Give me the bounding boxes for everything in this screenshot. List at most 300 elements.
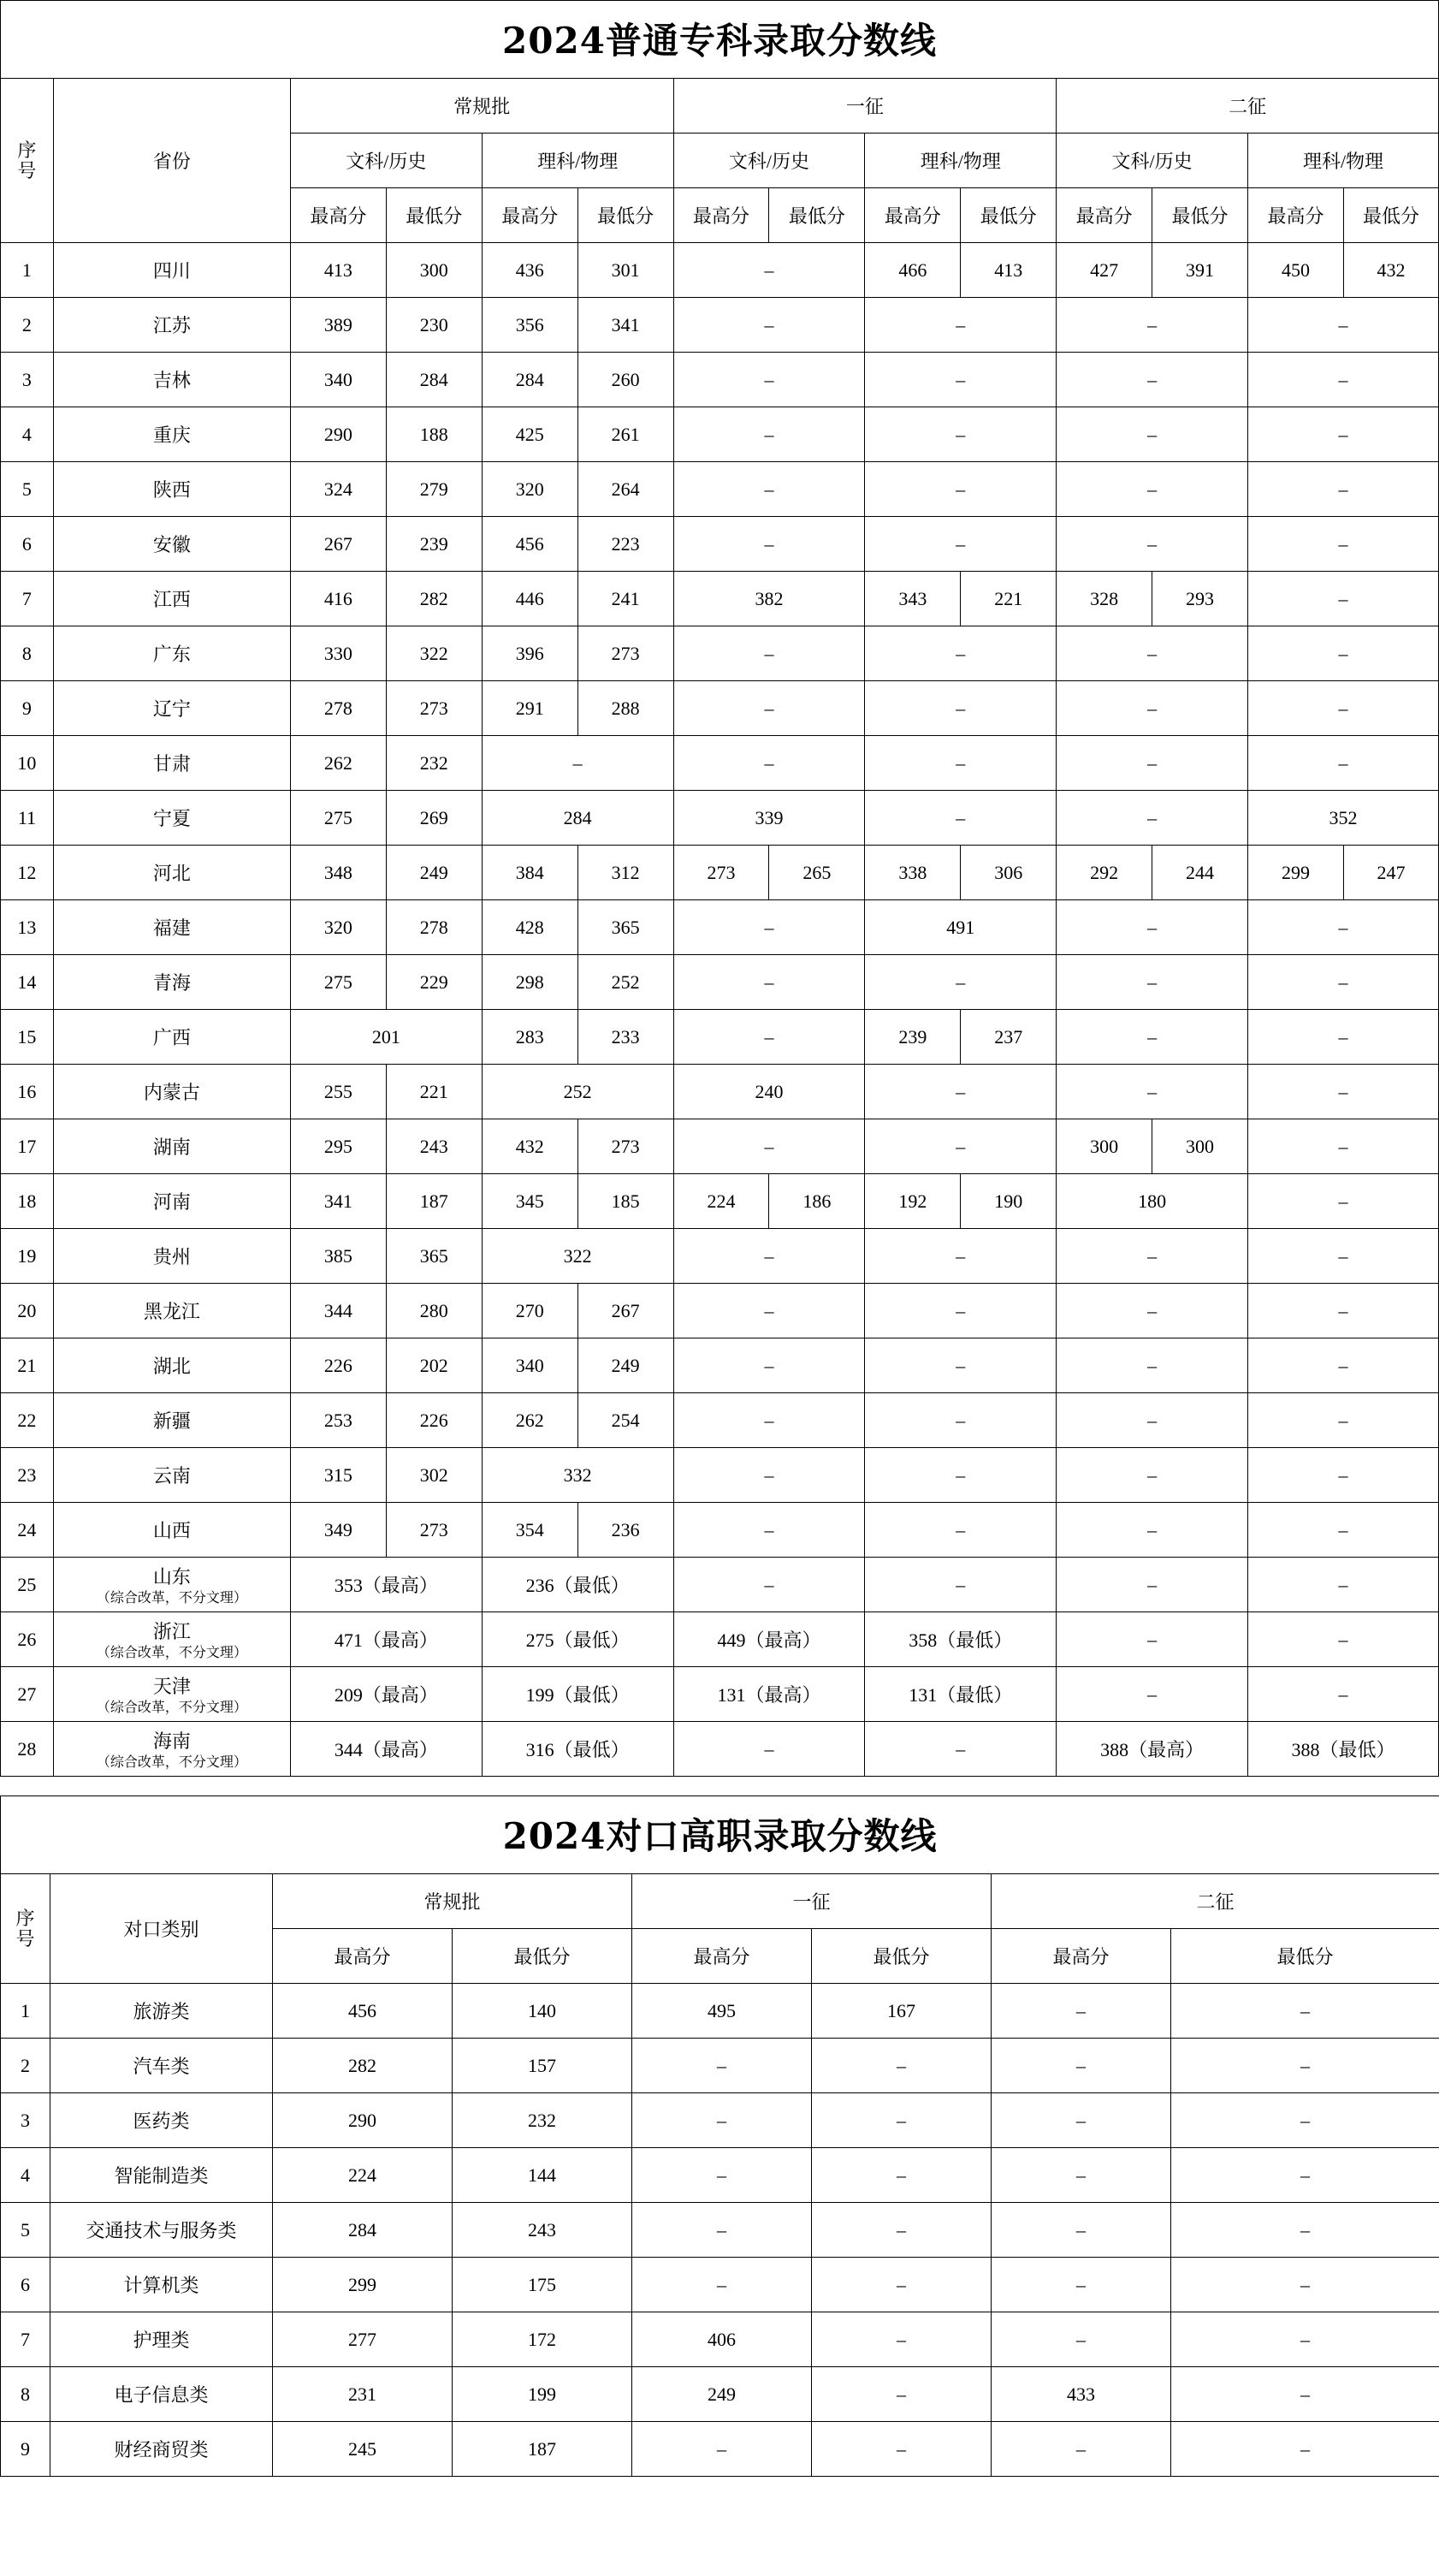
score-cell: – [1248, 736, 1439, 791]
score-cell: 131（最低） [865, 1667, 1057, 1722]
score-cell: 226 [386, 1393, 482, 1448]
page-title-1: 2024普通专科录取分数线 [502, 20, 937, 62]
score-cell: 288 [577, 681, 673, 736]
score-cell: 388（最低） [1248, 1722, 1439, 1777]
province-name: 辽宁 [53, 681, 290, 736]
score-cell: 275 [290, 791, 386, 846]
category-name: 护理类 [50, 2312, 273, 2367]
score-cell: – [865, 955, 1057, 1010]
score-cell: – [865, 1393, 1057, 1448]
score-cell: – [1057, 900, 1248, 955]
score-cell: 316（最低） [482, 1722, 673, 1777]
score-cell: – [1248, 572, 1439, 626]
score-cell: – [1248, 955, 1439, 1010]
score-cell: 344 [290, 1284, 386, 1338]
header-province: 省份 [53, 79, 290, 243]
score-cell: 338 [865, 846, 961, 900]
score-cell: – [1248, 353, 1439, 407]
score-cell: – [1057, 1612, 1248, 1667]
score-cell: – [1248, 900, 1439, 955]
score-cell: 270 [482, 1284, 577, 1338]
score-cell: – [865, 1284, 1057, 1338]
table-row [1, 1338, 1439, 1393]
header-subject-liberal-2: 文科/历史 [673, 134, 865, 188]
score-cell: – [812, 2422, 992, 2477]
table-row [1, 2148, 1439, 2203]
score-cell: 322 [386, 626, 482, 681]
category-name: 计算机类 [50, 2258, 273, 2312]
score-cell: – [673, 243, 865, 298]
score-cell: 255 [290, 1065, 386, 1119]
score-cell: – [1248, 1065, 1439, 1119]
score-cell: – [673, 1338, 865, 1393]
score-cell: 391 [1152, 243, 1248, 298]
row-index: 4 [1, 407, 54, 462]
province-name: 江西 [53, 572, 290, 626]
row-index: 22 [1, 1393, 54, 1448]
score-cell: 324 [290, 462, 386, 517]
score-cell: – [1171, 2312, 1439, 2367]
score-cell: 261 [577, 407, 673, 462]
score-cell: – [1057, 626, 1248, 681]
score-cell: 175 [453, 2258, 632, 2312]
score-cell: – [1057, 791, 1248, 846]
score-cell: 278 [290, 681, 386, 736]
score-cell: – [1248, 517, 1439, 572]
score-cell: 277 [273, 2312, 453, 2367]
table-row [1, 626, 1439, 681]
score-cell: 254 [577, 1393, 673, 1448]
score-cell: 427 [1057, 243, 1152, 298]
score-cell: 275 [290, 955, 386, 1010]
province-name: 青海 [53, 955, 290, 1010]
score-cell: – [632, 2039, 812, 2093]
score-cell: – [1057, 1338, 1248, 1393]
category-name: 电子信息类 [50, 2367, 273, 2422]
score-cell: – [1248, 1503, 1439, 1558]
score-cell: 343 [865, 572, 961, 626]
table-row [1, 353, 1439, 407]
score-cell: 312 [577, 846, 673, 900]
province-name: 吉林 [53, 353, 290, 407]
row-index: 6 [1, 2258, 50, 2312]
score-cell: – [1171, 2422, 1439, 2477]
score-cell: 275（最低） [482, 1612, 673, 1667]
table-row [1, 1667, 1439, 1722]
score-cell: 349 [290, 1503, 386, 1558]
score-cell: 240 [673, 1065, 865, 1119]
score-cell: 229 [386, 955, 482, 1010]
header-batch-first: 一征 [673, 79, 1057, 134]
province-name: 福建 [53, 900, 290, 955]
score-cell: 249 [386, 846, 482, 900]
row-index: 23 [1, 1448, 54, 1503]
score-cell: 344（最高） [290, 1722, 482, 1777]
table-row [1, 955, 1439, 1010]
score-cell: 202 [386, 1338, 482, 1393]
table-row [1, 462, 1439, 517]
score-cell: – [632, 2203, 812, 2258]
score-cell: – [1248, 1612, 1439, 1667]
score-cell: 262 [290, 736, 386, 791]
category-name: 交通技术与服务类 [50, 2203, 273, 2258]
score-cell: – [1248, 298, 1439, 353]
score-cell: 291 [482, 681, 577, 736]
score-cell: 230 [386, 298, 482, 353]
score-cell: 264 [577, 462, 673, 517]
score-cell: 236 [577, 1503, 673, 1558]
score-cell: 232 [453, 2093, 632, 2148]
score-cell: – [673, 517, 865, 572]
table-row [1, 1229, 1439, 1284]
header-max-6: 最高分 [1248, 188, 1344, 243]
row-index: 2 [1, 298, 54, 353]
row-index: 9 [1, 2422, 50, 2477]
score-cell: 348 [290, 846, 386, 900]
header2-batch-first: 一征 [632, 1874, 992, 1929]
header2-min-1: 最低分 [453, 1929, 632, 1984]
score-cell: – [1248, 1667, 1439, 1722]
table-row [1, 298, 1439, 353]
score-cell: 199 [453, 2367, 632, 2422]
table-row [1, 1284, 1439, 1338]
province-note: （综合改革，不分文理） [96, 1645, 247, 1660]
score-cell: 231 [273, 2367, 453, 2422]
score-cell: 260 [577, 353, 673, 407]
score-cell: – [812, 2367, 992, 2422]
score-cell: 233 [577, 1010, 673, 1065]
table-row [1, 2203, 1439, 2258]
score-cell: 456 [273, 1984, 453, 2039]
header2-min-2: 最低分 [812, 1929, 992, 1984]
score-cell: 269 [386, 791, 482, 846]
score-cell: 273 [386, 1503, 482, 1558]
score-cell: – [673, 353, 865, 407]
score-cell: 284 [482, 353, 577, 407]
score-cell: 354 [482, 1503, 577, 1558]
score-cell: 358（最低） [865, 1612, 1057, 1667]
header2-min-3: 最低分 [1171, 1929, 1439, 1984]
table-row [1, 681, 1439, 736]
table-row [1, 572, 1439, 626]
score-cell: – [1248, 407, 1439, 462]
header2-max-1: 最高分 [273, 1929, 453, 1984]
score-cell: 224 [673, 1174, 769, 1229]
score-cell: 341 [290, 1174, 386, 1229]
row-index: 7 [1, 572, 54, 626]
table-row [1, 791, 1439, 846]
table-row [1, 243, 1439, 298]
score-cell: – [673, 1010, 865, 1065]
category-name: 汽车类 [50, 2039, 273, 2093]
score-cell: 282 [386, 572, 482, 626]
header-index: 序 号 [1, 79, 54, 243]
score-cell: – [1171, 2203, 1439, 2258]
score-cell: 466 [865, 243, 961, 298]
table1-title-row [1, 1, 1439, 79]
row-index: 4 [1, 2148, 50, 2203]
score-cell: – [1057, 1010, 1248, 1065]
score-cell: – [673, 626, 865, 681]
score-cell: – [992, 2422, 1171, 2477]
score-cell: – [1057, 1667, 1248, 1722]
score-cell: 389 [290, 298, 386, 353]
score-cell: 185 [577, 1174, 673, 1229]
header-batch-regular: 常规批 [290, 79, 673, 134]
table-row [1, 1119, 1439, 1174]
score-cell: 209（最高） [290, 1667, 482, 1722]
score-cell: 413 [290, 243, 386, 298]
province-name: 海南 （综合改革，不分文理） [53, 1722, 290, 1777]
province-name: 贵州 [53, 1229, 290, 1284]
score-cell: 306 [961, 846, 1057, 900]
score-cell: 192 [865, 1174, 961, 1229]
score-cell: 267 [577, 1284, 673, 1338]
province-name: 安徽 [53, 517, 290, 572]
row-index: 18 [1, 1174, 54, 1229]
score-cell: – [673, 1503, 865, 1558]
score-cell: – [673, 462, 865, 517]
score-cell: – [1057, 736, 1248, 791]
score-cell: 186 [769, 1174, 865, 1229]
score-cell: – [812, 2258, 992, 2312]
score-cell: – [1057, 1448, 1248, 1503]
score-cell: – [1171, 2148, 1439, 2203]
header-subject-science-1: 理科/物理 [482, 134, 673, 188]
score-cell: 432 [482, 1119, 577, 1174]
score-cell: 243 [453, 2203, 632, 2258]
province-name: 湖南 [53, 1119, 290, 1174]
score-cell: 273 [673, 846, 769, 900]
score-cell: 223 [577, 517, 673, 572]
score-cell: – [865, 1229, 1057, 1284]
row-index: 17 [1, 1119, 54, 1174]
score-cell: – [992, 1984, 1171, 2039]
score-cell: 273 [577, 1119, 673, 1174]
score-cell: – [992, 2203, 1171, 2258]
score-cell: – [632, 2422, 812, 2477]
province-name: 陕西 [53, 462, 290, 517]
score-cell: 247 [1343, 846, 1438, 900]
score-cell: – [1057, 1229, 1248, 1284]
row-index: 5 [1, 462, 54, 517]
score-cell: – [865, 353, 1057, 407]
header-category: 对口类别 [50, 1874, 273, 1984]
score-cell: 292 [1057, 846, 1152, 900]
score-cell: 157 [453, 2039, 632, 2093]
score-cell: – [1248, 462, 1439, 517]
score-cell: 144 [453, 2148, 632, 2203]
score-cell: 244 [1152, 846, 1248, 900]
row-index: 24 [1, 1503, 54, 1558]
table2-title-cell [1, 1796, 1439, 1874]
score-cell: – [1057, 353, 1248, 407]
score-cell: – [1248, 1448, 1439, 1503]
header-subject-science-2: 理科/物理 [865, 134, 1057, 188]
score-cell: 201 [290, 1010, 482, 1065]
table-row [1, 2258, 1439, 2312]
score-cell: – [865, 681, 1057, 736]
row-index: 8 [1, 626, 54, 681]
score-cell: – [1248, 1174, 1439, 1229]
score-cell: 232 [386, 736, 482, 791]
table-row [1, 2093, 1439, 2148]
score-cell: 172 [453, 2312, 632, 2367]
province-name: 宁夏 [53, 791, 290, 846]
score-cell: – [865, 1503, 1057, 1558]
score-cell: 352 [1248, 791, 1439, 846]
score-cell: – [865, 1558, 1057, 1612]
score-cell: – [1248, 1010, 1439, 1065]
score-cell: – [1057, 1393, 1248, 1448]
table-row [1, 407, 1439, 462]
score-cell: 330 [290, 626, 386, 681]
score-cell: – [992, 2258, 1171, 2312]
table-row [1, 2422, 1439, 2477]
row-index: 13 [1, 900, 54, 955]
score-cell: 239 [386, 517, 482, 572]
table-row [1, 736, 1439, 791]
row-index: 10 [1, 736, 54, 791]
score-cell: – [1057, 407, 1248, 462]
score-cell: 353（最高） [290, 1558, 482, 1612]
table-row [1, 1174, 1439, 1229]
row-index: 1 [1, 1984, 50, 2039]
row-index: 1 [1, 243, 54, 298]
province-name: 重庆 [53, 407, 290, 462]
score-cell: – [673, 955, 865, 1010]
row-index: 3 [1, 353, 54, 407]
score-cell: – [673, 1229, 865, 1284]
row-index: 11 [1, 791, 54, 846]
score-cell: 425 [482, 407, 577, 462]
province-name: 新疆 [53, 1393, 290, 1448]
score-cell: – [865, 1448, 1057, 1503]
score-cell: 236（最低） [482, 1558, 673, 1612]
score-cell: 450 [1248, 243, 1344, 298]
score-cell: 332 [482, 1448, 673, 1503]
score-cell: – [865, 1119, 1057, 1174]
score-cell: – [812, 2093, 992, 2148]
score-cell: 293 [1152, 572, 1248, 626]
score-cell: 284 [386, 353, 482, 407]
score-cell: – [673, 1119, 865, 1174]
row-index: 12 [1, 846, 54, 900]
score-cell: 279 [386, 462, 482, 517]
score-cell: – [865, 462, 1057, 517]
score-cell: – [1248, 1229, 1439, 1284]
score-cell: 300 [386, 243, 482, 298]
province-note: （综合改革，不分文理） [96, 1700, 247, 1715]
score-cell: – [673, 736, 865, 791]
province-name: 广东 [53, 626, 290, 681]
score-cell: 388（最高） [1057, 1722, 1248, 1777]
score-cell: 199（最低） [482, 1667, 673, 1722]
score-cell: 413 [961, 243, 1057, 298]
row-index: 21 [1, 1338, 54, 1393]
score-cell: – [1057, 1284, 1248, 1338]
score-cell: – [1057, 1503, 1248, 1558]
score-cell: 284 [273, 2203, 453, 2258]
table-row [1, 2312, 1439, 2367]
province-note: （综合改革，不分文理） [96, 1590, 247, 1606]
score-cell: – [865, 1722, 1057, 1777]
score-cell: 456 [482, 517, 577, 572]
header-max-3: 最高分 [673, 188, 769, 243]
table-row [1, 1065, 1439, 1119]
score-cell: – [1171, 2367, 1439, 2422]
table-row [1, 1010, 1439, 1065]
table-row [1, 1503, 1439, 1558]
score-cell: – [1057, 462, 1248, 517]
score-cell: 300 [1057, 1119, 1152, 1174]
score-cell: – [673, 900, 865, 955]
score-cell: 180 [1057, 1174, 1248, 1229]
score-cell: 131（最高） [673, 1667, 865, 1722]
score-cell: – [1057, 298, 1248, 353]
score-cell: 491 [865, 900, 1057, 955]
category-name: 医药类 [50, 2093, 273, 2148]
score-cell: 249 [577, 1338, 673, 1393]
province-name: 山西 [53, 1503, 290, 1558]
table1-header-row-1 [1, 79, 1439, 134]
score-cell: 265 [769, 846, 865, 900]
score-cell: 239 [865, 1010, 961, 1065]
score-cell: 382 [673, 572, 865, 626]
row-index: 19 [1, 1229, 54, 1284]
score-cell: 320 [482, 462, 577, 517]
score-cell: 299 [1248, 846, 1344, 900]
score-cell: 253 [290, 1393, 386, 1448]
row-index: 16 [1, 1065, 54, 1119]
score-cell: – [1248, 1558, 1439, 1612]
header-min-2: 最低分 [577, 188, 673, 243]
score-cell: 298 [482, 955, 577, 1010]
score-cell: – [1248, 1119, 1439, 1174]
score-cell: 252 [482, 1065, 673, 1119]
score-cell: – [673, 681, 865, 736]
province-name: 河南 [53, 1174, 290, 1229]
province-name: 河北 [53, 846, 290, 900]
row-index: 25 [1, 1558, 54, 1612]
score-cell: – [1248, 681, 1439, 736]
province-name: 四川 [53, 243, 290, 298]
row-index: 5 [1, 2203, 50, 2258]
score-cell: – [865, 791, 1057, 846]
table2-header-row-1 [1, 1874, 1439, 1929]
score-cell: 356 [482, 298, 577, 353]
table-row [1, 846, 1439, 900]
row-index: 26 [1, 1612, 54, 1667]
score-cell: 365 [386, 1229, 482, 1284]
score-cell: 226 [290, 1338, 386, 1393]
score-cell: 428 [482, 900, 577, 955]
table-row [1, 517, 1439, 572]
row-index: 9 [1, 681, 54, 736]
score-cell: 262 [482, 1393, 577, 1448]
header-subject-science-3: 理科/物理 [1248, 134, 1439, 188]
row-index: 6 [1, 517, 54, 572]
score-cell: 221 [386, 1065, 482, 1119]
table-row [1, 2039, 1439, 2093]
score-cell: 280 [386, 1284, 482, 1338]
score-cell: 237 [961, 1010, 1057, 1065]
score-cell: – [865, 1065, 1057, 1119]
row-index: 7 [1, 2312, 50, 2367]
page-title-2: 2024对口高职录取分数线 [502, 1815, 938, 1857]
score-cell: – [865, 1338, 1057, 1393]
score-cell: – [865, 626, 1057, 681]
